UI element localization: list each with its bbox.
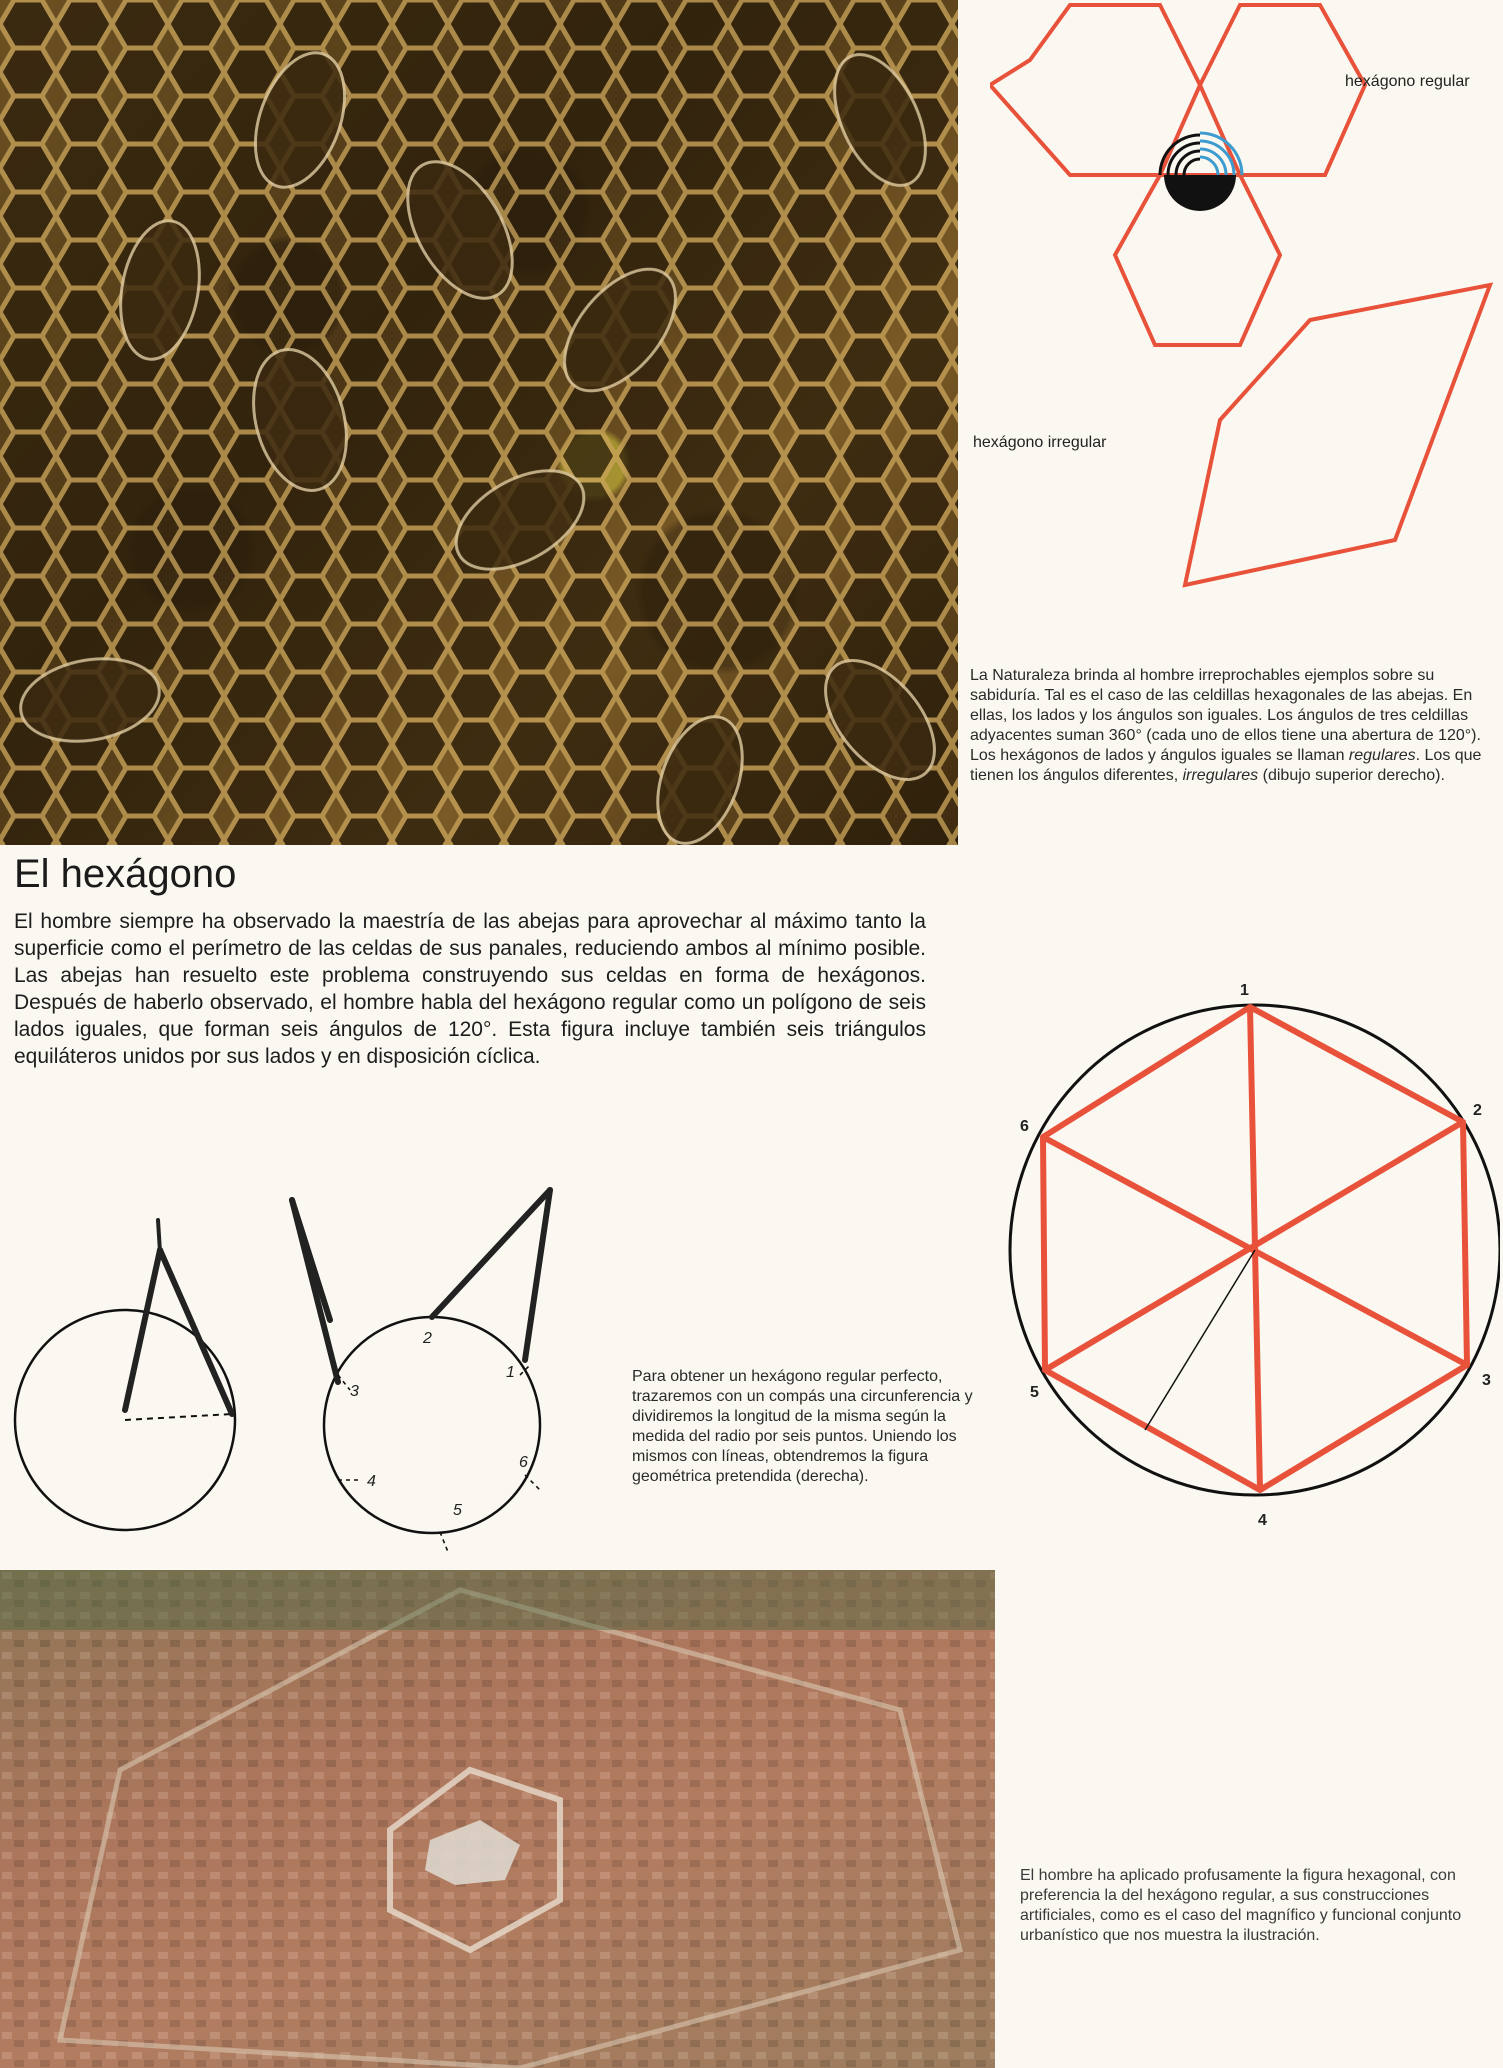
label-regular-hexagon: hexágono regular [1345,73,1470,90]
hex-irregular [1185,285,1490,585]
caption-top-em-irregulares: irregulares [1182,767,1259,784]
caption-compass: Para obtener un hexágono regular perfecto, trazaremos con un compás una circunferencia y dividiremos la longitud de la misma según la medida del radio por seis puntos. Uniendo los mismos con líneas, obtendremos la figura geométrica pretendida (derecha). [632,1368,973,1485]
compass-point-6: 6 [519,1454,528,1471]
aerial-town-photo [0,1570,995,2068]
page-title: El hexágono [14,852,237,896]
hex-point-6: 6 [1020,1118,1029,1135]
caption-top-text-1: La Naturaleza brinda al hombre irreprochables ejemplos sobre su sabiduría. Tal es el caso de las celdillas hexagonales de las abejas. En ellas, los lados y los ángulos son iguales. Los ángulos de tres celdillas adyacentes suman 360° (cada uno de ellos tiene una abertura de 120°). Los hexágonos de lados y ángulos iguales se llaman [970,667,1481,764]
angle-arcs-icon [1160,133,1242,211]
hex-top-right [1200,5,1365,175]
label-irregular-hexagon: hexágono irregular [973,434,1107,451]
caption-honeycomb [970,666,1495,786]
hex-point-5: 5 [1030,1384,1039,1401]
hex-point-4: 4 [1258,1512,1267,1529]
compass-icon-left [125,1220,232,1414]
caption-top-text-2: . Los que tienen los ángulos diferentes, [970,747,1482,784]
compass-construction-diagram [0,1160,600,1560]
honeycomb-bees-photo [0,0,958,845]
compass-point-3: 3 [350,1383,359,1400]
hex-point-1: 1 [1240,982,1249,999]
compass-point-5: 5 [453,1502,462,1519]
compass-point-2: 2 [423,1330,432,1347]
caption-town: El hombre ha aplicado profusamente la figura hexagonal, con preferencia la del hexágono regular, a sus construcciones artificiales, como es el caso del magnífico y funcional conjunto urbanístico que nos muestra la ilustración. [1020,1867,1462,1944]
compass-point-4: 4 [367,1473,376,1490]
radius-dashed-line [125,1414,232,1420]
inscribed-hexagon-diagram [1000,985,1500,1535]
compass-point-1: 1 [506,1364,515,1381]
caption-top-text-3: (dibujo superior derecho). [1258,767,1445,784]
body-paragraph: El hombre siempre ha observado la maestría de las abejas para aprovechar al máximo tanto la superficie como el perímetro de las celdas de sus panales, reduciendo ambos al mínimo posible. Las abejas han resuelto este problema construyendo sus celdas en forma de hexágonos. Después de haberlo observado, el hombre habla del hexágono regular como un polígono de seis lados iguales, que forman seis ángulos de 120°. Esta figura incluye también seis triángulos equiláteros unidos por sus lados y en disposición cíclica. [14,910,926,1068]
caption-top-em-regulares: regulares [1348,747,1416,764]
hex-point-2: 2 [1473,1102,1482,1119]
second-circle [324,1317,540,1533]
hex-point-3: 3 [1482,1372,1491,1389]
